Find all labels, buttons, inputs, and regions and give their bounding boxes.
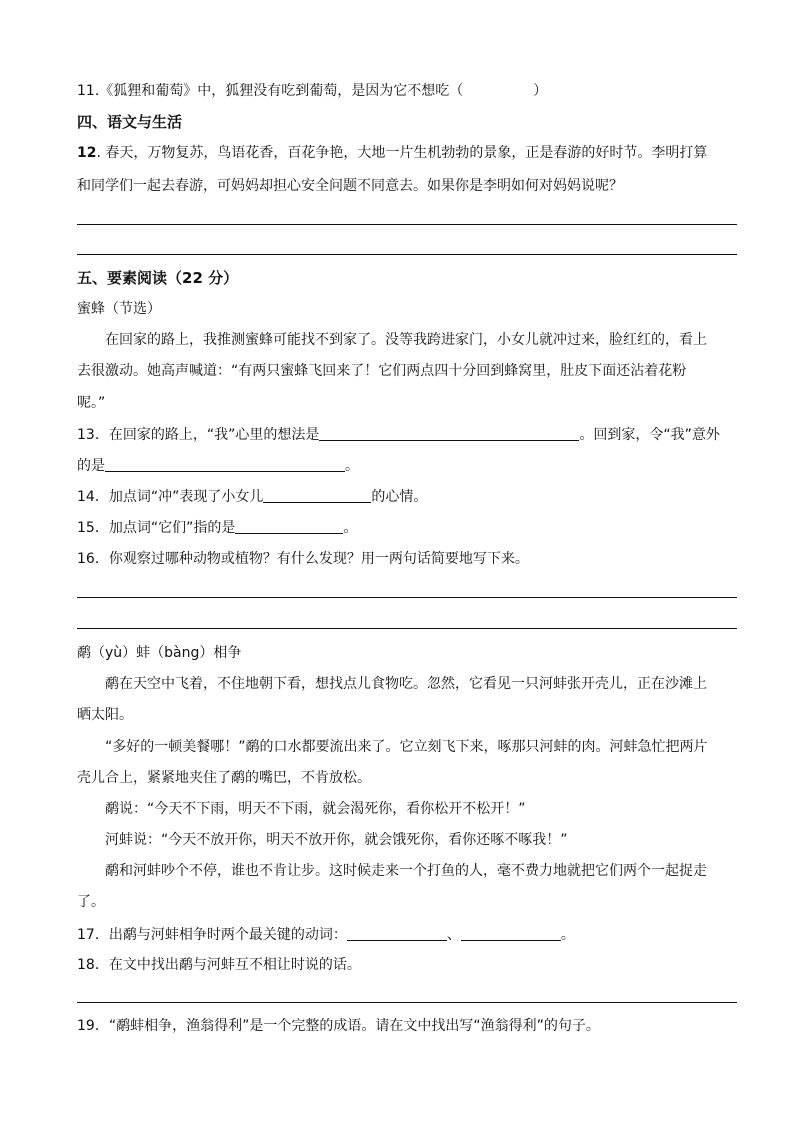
answer-line[interactable]: [77, 1002, 737, 1003]
question-12-line-2: 和同学们一起去春游，可妈妈却担心安全问题不同意去。如果你是李明如何对妈妈说呢？: [77, 178, 623, 194]
passage-2-line: “多好的一顿美餐哪！”鹬的口水都要流出来了。它立刻飞下来，啄那只河蚌的肉。河蚌急忙把两片: [105, 739, 708, 755]
question-14: [77, 486, 737, 508]
answer-blank[interactable]: [263, 486, 371, 503]
question-15-text-2: 。: [343, 520, 358, 536]
question-15: [77, 517, 737, 539]
question-19: 19．“鹬蚌相争，渔翁得利”是一个完整的成语。请在文中找出写“渔翁得利”的句子。: [77, 1018, 600, 1034]
answer-blank[interactable]: [105, 455, 345, 472]
passage-1-line: 呢。”: [77, 395, 106, 411]
passage-1-line: 在回家的路上，我推测蜜蜂可能找不到家了。没等我跨进家门，小女儿就冲过来，脸红红的，看上: [105, 332, 707, 348]
question-13-text-3: 的是: [77, 458, 105, 474]
question-14-text-1: 14．加点词“冲”表现了小女儿: [77, 489, 264, 505]
passage-2-title: 鹬（yù）蚌（bàng）相争: [77, 645, 242, 661]
passage-2-line: 了。: [77, 894, 105, 910]
question-18: 18．在文中找出鹬与河蚌互不相让时说的话。: [77, 957, 361, 973]
question-13-text-1: 13．在回家的路上，“我”心里的想法是: [77, 427, 320, 443]
question-11-close: ）: [533, 83, 548, 99]
question-12-line-1: [77, 143, 737, 165]
section-4-title: 四、语文与生活: [77, 113, 183, 131]
question-11: [77, 81, 737, 103]
question-14-text-2: 的心情。: [371, 489, 428, 505]
question-17: [77, 924, 737, 946]
question-12-number: 12: [77, 145, 97, 161]
passage-1-line: 去很激动。她高声喊道：“有两只蜜蜂飞回来了！它们两点四十分回到蜂窝里，肚皮下面还沾着花粉: [77, 363, 687, 379]
section-5-title: 五、要素阅读（22 分）: [77, 269, 239, 287]
passage-2-line: 鹬在天空中飞着，不住地朝下看，想找点儿食物吃。忽然，它看见一只河蚌张开壳儿，正在沙滩上: [105, 676, 707, 692]
passage-2-line: 晒太阳。: [77, 707, 133, 723]
question-17-separator: 、: [446, 927, 461, 943]
answer-blank[interactable]: [461, 924, 561, 941]
answer-blank[interactable]: [235, 517, 343, 534]
question-13-text-4: 。: [345, 458, 359, 474]
passage-1-title: 蜜蜂（节选）: [77, 301, 161, 317]
answer-blank[interactable]: [347, 924, 447, 941]
question-15-text-1: 15．加点词“它们”指的是: [77, 520, 236, 536]
question-17-text-2: 。: [560, 927, 575, 943]
answer-line[interactable]: [77, 254, 737, 255]
passage-2-line: 鹬和河蚌吵个不停，谁也不肯让步。这时候走来一个打鱼的人，毫不费力地就把它们两个一起捉走: [105, 863, 707, 879]
answer-line[interactable]: [77, 224, 737, 225]
question-13-line-2: [77, 455, 737, 477]
question-13-line-1: [77, 424, 737, 446]
question-12-text-1: . 春天，万物复苏，鸟语花香，百花争艳，大地一片生机勃勃的景象，正是春游的好时节。李明打算: [96, 145, 708, 161]
question-13-text-2: 。回到家，令“我”意外: [579, 427, 720, 443]
passage-2-line: 鹬说：“今天不下雨，明天不下雨，就会渴死你，看你松开不松开！”: [105, 801, 526, 817]
answer-blank[interactable]: [319, 424, 579, 441]
passage-2-line: 壳儿合上，紧紧地夹住了鹬的嘴巴，不肯放松。: [77, 770, 371, 786]
passage-2-line: 河蚌说：“今天不放开你，明天不放开你，就会饿死你，看你还啄不啄我！”: [105, 832, 568, 848]
question-16: 16．你观察过哪种动物或植物？有什么发现？用一两句话简要地写下来。: [77, 551, 529, 567]
answer-line[interactable]: [77, 597, 737, 598]
question-11-text: 11.《狐狸和葡萄》中，狐狸没有吃到葡萄，是因为它不想吃（: [77, 83, 464, 99]
answer-line[interactable]: [77, 628, 737, 629]
question-17-text-1: 17．出鹬与河蚌相争时两个最关键的动词：: [77, 927, 347, 943]
